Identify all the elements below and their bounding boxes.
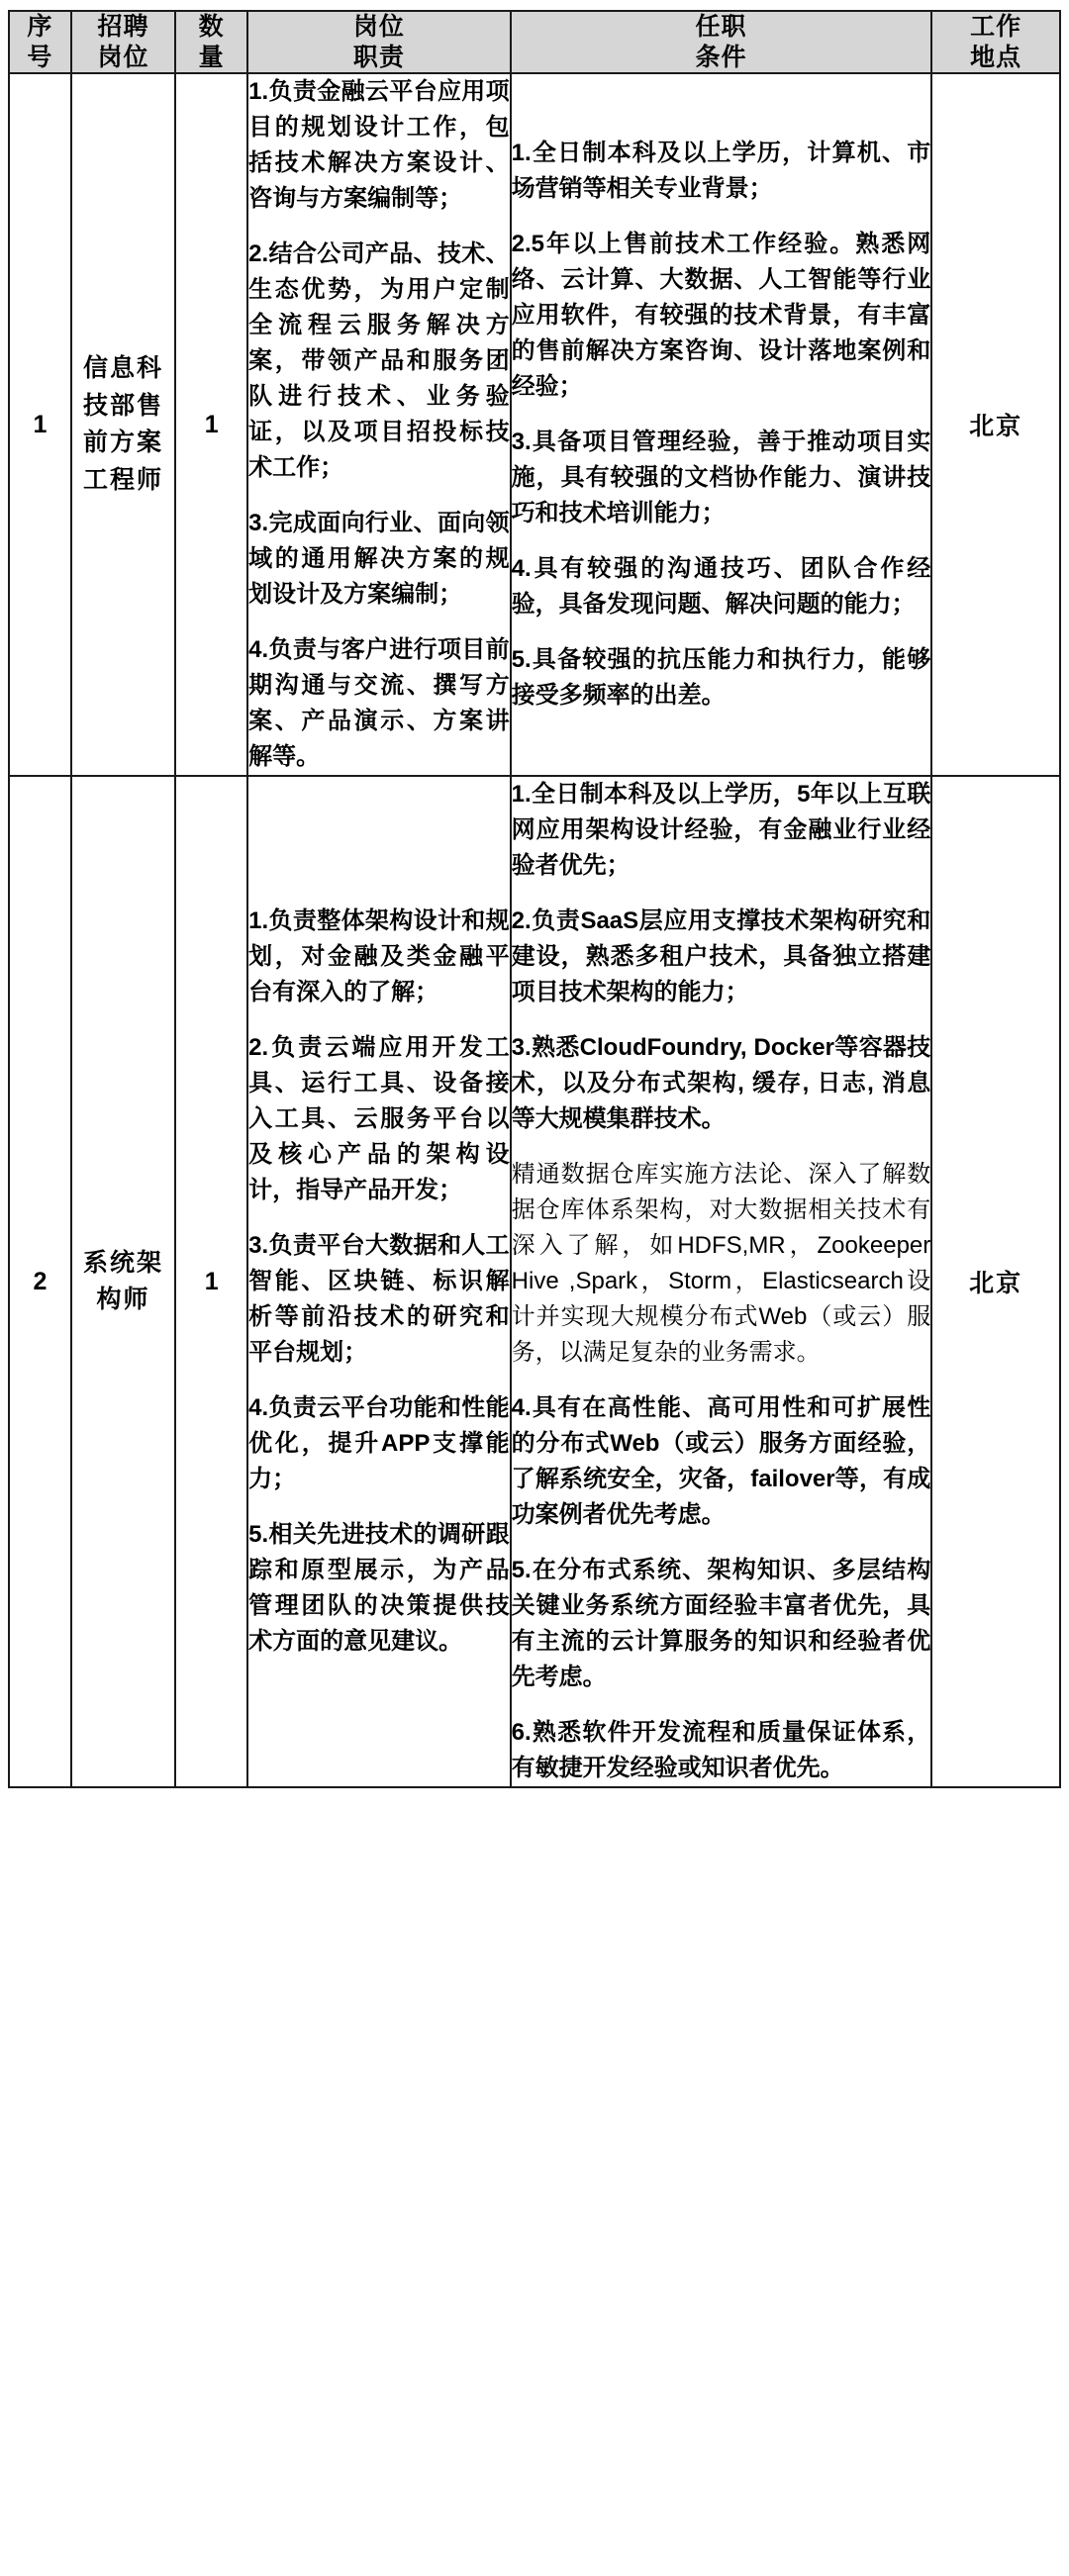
table-header bbox=[9, 11, 1060, 73]
row-sequence: 2 bbox=[9, 776, 71, 1787]
row-position: 系统架构师 bbox=[71, 776, 175, 1787]
header-quantity bbox=[175, 11, 247, 73]
header-requirements-line2: 条件 bbox=[695, 43, 747, 71]
requirement-item: 5.在分布式系统、架构知识、多层结构关键业务系统方面经验丰富者优先，具有主流的云计算服务的知识和经验者优先考虑。 bbox=[511, 1557, 931, 1690]
requirement-item: 4.具有在高性能、高可用性和可扩展性的分布式Web（或云）服务方面经验，了解系统安全，灾备，failover等，有成功案例者优先考虑。 bbox=[511, 1394, 931, 1528]
table-row bbox=[9, 73, 1060, 776]
header-location-line1: 工作 bbox=[970, 13, 1022, 41]
requirement-item: 3.具备项目管理经验，善于推动项目实施，具有较强的文档协作能力、演讲技巧和技术培训能力； bbox=[511, 429, 931, 526]
duty-item: 1.负责整体架构设计和规划，对金融及类金融平台有深入的了解； bbox=[248, 907, 510, 1005]
requirement-item: 精通数据仓库实施方法论、深入了解数据仓库体系架构，对大数据相关技术有深入了解，如HDFS,MR，Zookeeper Hive ,Spark，Storm，Elasticsearch设计并实现大规模分布式Web（或云）服务，以满足复杂的业务需求。 bbox=[511, 1161, 931, 1366]
header-position-line1: 招聘 bbox=[97, 13, 149, 41]
requirement-item: 4.具有较强的沟通技巧、团队合作经验，具备发现问题、解决问题的能力； bbox=[511, 555, 931, 618]
row-location: 北京 bbox=[931, 73, 1060, 776]
header-quantity-line1: 数 bbox=[198, 13, 225, 41]
duty-item: 2.结合公司产品、技术、生态优势，为用户定制全流程云服务解决方案，带领产品和服务团队进行技术、业务验证，以及项目招投标技术工作； bbox=[248, 240, 510, 481]
requirement-item: 5.具备较强的抗压能力和执行力，能够接受多频率的出差。 bbox=[511, 646, 931, 709]
row-sequence: 1 bbox=[9, 73, 71, 776]
requirement-item: 2.负责SaaS层应用支撑技术架构研究和建设，熟悉多租户技术，具备独立搭建项目技术架构的能力； bbox=[511, 907, 931, 1005]
table-row bbox=[9, 776, 1060, 1787]
row-requirements bbox=[511, 73, 932, 776]
header-duties-line2: 职责 bbox=[352, 43, 405, 71]
recruitment-table bbox=[8, 10, 1061, 1788]
row-duties bbox=[247, 776, 511, 1787]
header-row bbox=[9, 11, 1060, 73]
row-position: 信息科技部售前方案工程师 bbox=[71, 73, 175, 776]
header-position-line2: 岗位 bbox=[97, 43, 149, 71]
row-quantity: 1 bbox=[175, 776, 247, 1787]
requirement-item: 1.全日制本科及以上学历，计算机、市场营销等相关专业背景； bbox=[511, 140, 931, 202]
requirement-item: 1.全日制本科及以上学历，5年以上互联网应用架构设计经验，有金融业行业经验者优先； bbox=[511, 781, 931, 879]
header-sequence-line2: 号 bbox=[27, 43, 53, 71]
header-sequence bbox=[9, 11, 71, 73]
duty-item: 5.相关先进技术的调研跟踪和原型展示，为产品管理团队的决策提供技术方面的意见建议。 bbox=[248, 1521, 510, 1655]
duty-item: 2.负责云端应用开发工具、运行工具、设备接入工具、云服务平台以及核心产品的架构设计，指导产品开发； bbox=[248, 1034, 510, 1203]
duty-item: 4.负责与客户进行项目前期沟通与交流、撰写方案、产品演示、方案讲解等。 bbox=[248, 636, 510, 770]
header-position bbox=[71, 11, 175, 73]
requirement-item: 6.熟悉软件开发流程和质量保证体系，有敏捷开发经验或知识者优先。 bbox=[511, 1719, 931, 1781]
duty-item: 3.负责平台大数据和人工智能、区块链、标识解析等前沿技术的研究和平台规划； bbox=[248, 1232, 510, 1366]
header-quantity-line2: 量 bbox=[198, 43, 225, 71]
duty-item: 1.负责金融云平台应用项目的规划设计工作，包括技术解决方案设计、咨询与方案编制等； bbox=[248, 78, 510, 212]
header-requirements-line1: 任职 bbox=[695, 13, 747, 41]
requirement-item: 3.熟悉CloudFoundry, Docker等容器技术，以及分布式架构, 缓存, 日志, 消息等大规模集群技术。 bbox=[511, 1034, 931, 1132]
duty-item: 4.负责云平台功能和性能优化，提升APP支撑能力； bbox=[248, 1394, 510, 1492]
header-duties bbox=[247, 11, 511, 73]
table-body bbox=[9, 73, 1060, 1787]
row-location: 北京 bbox=[931, 776, 1060, 1787]
duty-item: 3.完成面向行业、面向领域的通用解决方案的规划设计及方案编制； bbox=[248, 510, 510, 608]
row-quantity: 1 bbox=[175, 73, 247, 776]
header-sequence-line1: 序 bbox=[27, 13, 53, 41]
row-requirements bbox=[511, 776, 932, 1787]
header-location-line2: 地点 bbox=[970, 43, 1022, 71]
requirement-item: 2.5年以上售前技术工作经验。熟悉网络、云计算、大数据、人工智能等行业应用软件，有较强的技术背景，有丰富的售前解决方案咨询、设计落地案例和经验； bbox=[511, 231, 931, 400]
row-duties bbox=[247, 73, 511, 776]
header-requirements bbox=[511, 11, 932, 73]
header-duties-line1: 岗位 bbox=[352, 13, 405, 41]
header-location bbox=[931, 11, 1060, 73]
